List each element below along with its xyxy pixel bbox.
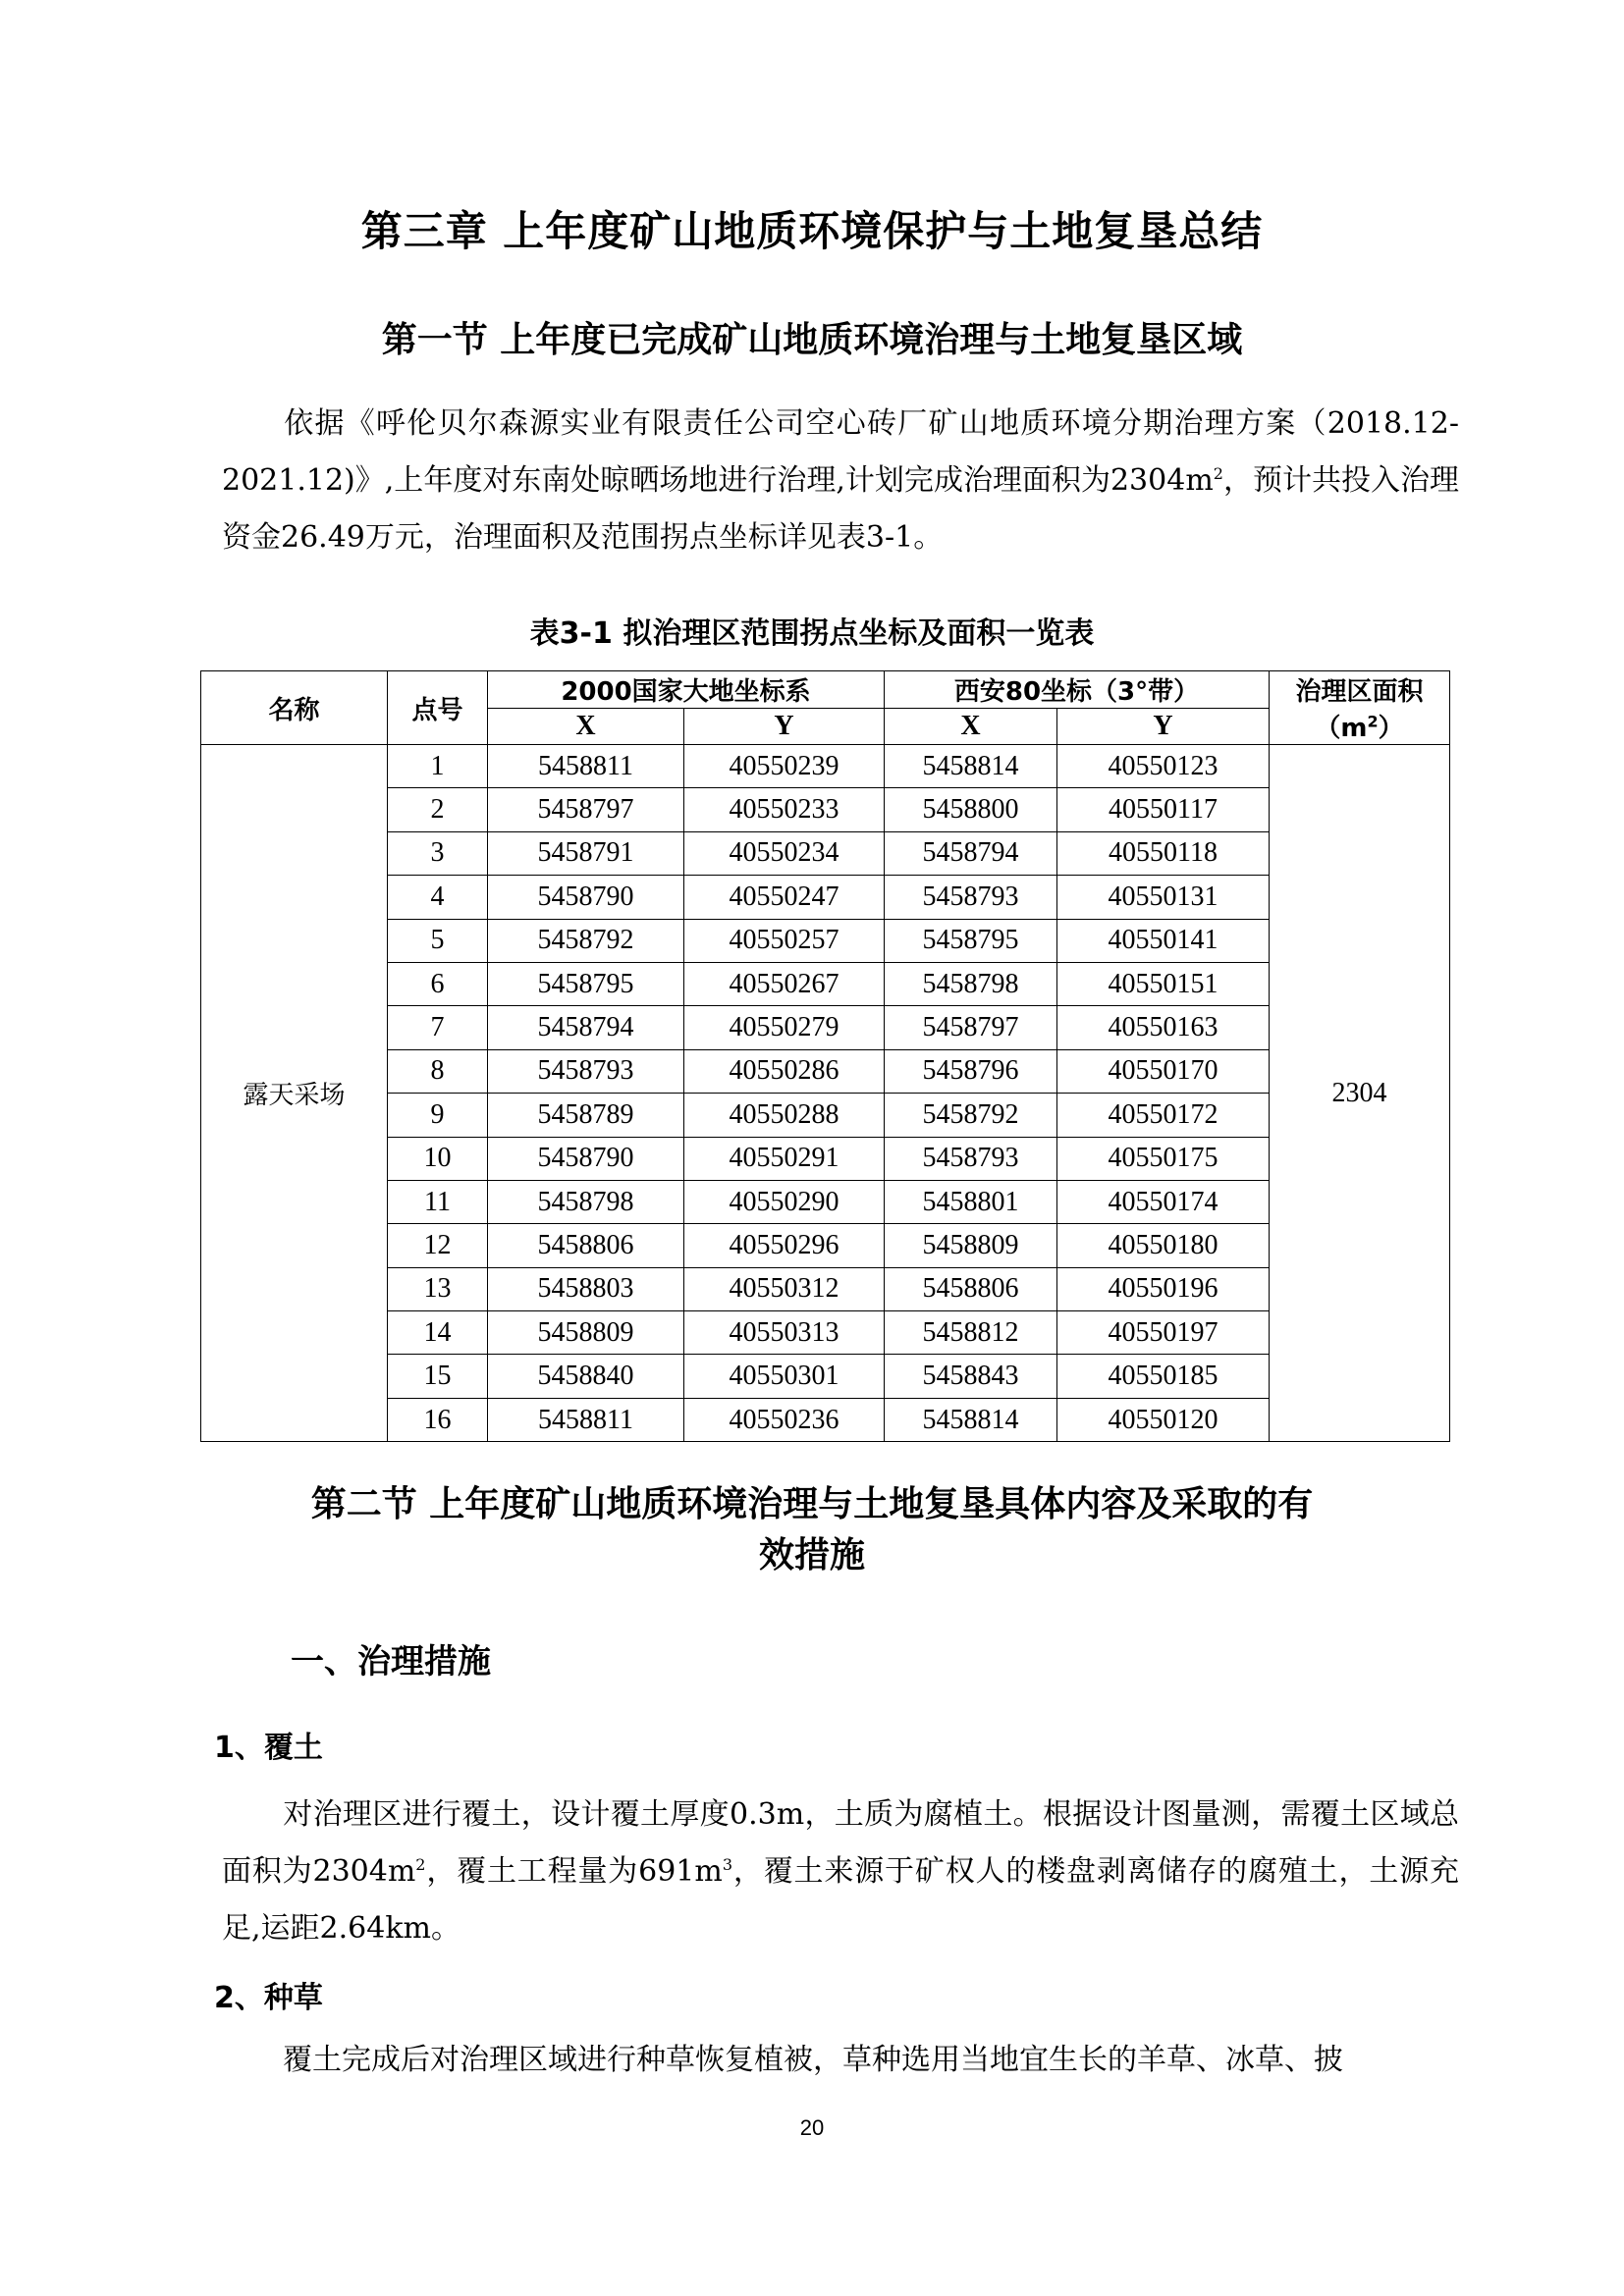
table-row bbox=[201, 1094, 1450, 1137]
y-80-cell: 40550196 bbox=[1057, 1267, 1270, 1310]
header-area-line1: 治理区面积 bbox=[1295, 677, 1424, 707]
y-2000-cell: 40550236 bbox=[684, 1398, 885, 1441]
x-2000-cell: 5458790 bbox=[488, 876, 684, 919]
item-1-sup-a: 2 bbox=[415, 1855, 426, 1874]
y-2000-cell: 40550286 bbox=[684, 1049, 885, 1093]
x-2000-cell: 5458803 bbox=[488, 1267, 684, 1310]
point-number-cell: 14 bbox=[388, 1311, 488, 1355]
y-2000-cell: 40550257 bbox=[684, 919, 885, 962]
y-2000-cell: 40550291 bbox=[684, 1137, 885, 1180]
point-number-cell: 2 bbox=[388, 788, 488, 831]
x-80-cell: 5458797 bbox=[885, 1006, 1057, 1049]
y-80-cell: 40550172 bbox=[1057, 1094, 1270, 1137]
header-area-unit-a: （m bbox=[1315, 714, 1368, 743]
y-2000-cell: 40550233 bbox=[684, 788, 885, 831]
header-area-unit-b: ） bbox=[1378, 714, 1404, 743]
table-row bbox=[201, 831, 1450, 875]
table-row bbox=[201, 919, 1450, 962]
y-2000-cell: 40550234 bbox=[684, 831, 885, 875]
x-80-cell: 5458793 bbox=[885, 1137, 1057, 1180]
x-2000-cell: 5458797 bbox=[488, 788, 684, 831]
y-80-cell: 40550131 bbox=[1057, 876, 1270, 919]
x-80-cell: 5458801 bbox=[885, 1180, 1057, 1223]
point-number-cell: 7 bbox=[388, 1006, 488, 1049]
header-area-line2 bbox=[1270, 708, 1449, 744]
point-number-cell: 10 bbox=[388, 1137, 488, 1180]
point-number-cell: 15 bbox=[388, 1355, 488, 1398]
item-2-heading: 2、种草 bbox=[214, 1981, 323, 2015]
header-x-2000: X bbox=[488, 709, 684, 745]
y-80-cell: 40550117 bbox=[1057, 788, 1270, 831]
point-number-cell: 6 bbox=[388, 962, 488, 1005]
table-row bbox=[201, 1311, 1450, 1355]
y-80-cell: 40550180 bbox=[1057, 1224, 1270, 1267]
table-row bbox=[201, 1224, 1450, 1267]
x-80-cell: 5458814 bbox=[885, 745, 1057, 788]
y-80-cell: 40550185 bbox=[1057, 1355, 1270, 1398]
intro-text-a: 依据《呼伦贝尔森源实业有限责任公司空心砖厂矿山地质环境分期治理方案（2018.12-2021.12)》,上年度对东南处晾晒场地进行治理,计划完成治理面积为2304m bbox=[222, 406, 1459, 498]
area-name-cell: 露天采场 bbox=[201, 745, 388, 1442]
x-80-cell: 5458795 bbox=[885, 919, 1057, 962]
item-1-paragraph bbox=[222, 1787, 1459, 1957]
intro-paragraph bbox=[222, 396, 1459, 566]
intro-text-b: ，预计共投入治理资金26.49万元，治理面积及范围拐点坐标详见表3-1。 bbox=[222, 463, 1459, 555]
x-2000-cell: 5458811 bbox=[488, 1398, 684, 1441]
y-2000-cell: 40550290 bbox=[684, 1180, 885, 1223]
x-80-cell: 5458800 bbox=[885, 788, 1057, 831]
table-row bbox=[201, 1006, 1450, 1049]
header-y-2000: Y bbox=[684, 709, 885, 745]
chapter-title: 第三章 上年度矿山地质环境保护与土地复垦总结 bbox=[360, 207, 1264, 255]
header-x-80: X bbox=[885, 709, 1057, 745]
y-80-cell: 40550118 bbox=[1057, 831, 1270, 875]
item-2-text: 覆土完成后对治理区域进行种草恢复植被，草种选用当地宜生长的羊草、冰草、披 bbox=[283, 2043, 1343, 2077]
x-2000-cell: 5458792 bbox=[488, 919, 684, 962]
table-caption: 表3-1 拟治理区范围拐点坐标及面积一览表 bbox=[529, 616, 1095, 651]
y-2000-cell: 40550313 bbox=[684, 1311, 885, 1355]
x-2000-cell: 5458795 bbox=[488, 962, 684, 1005]
page-number: 20 bbox=[799, 2115, 825, 2140]
x-2000-cell: 5458840 bbox=[488, 1355, 684, 1398]
header-y-80: Y bbox=[1057, 709, 1270, 745]
x-80-cell: 5458798 bbox=[885, 962, 1057, 1005]
y-80-cell: 40550174 bbox=[1057, 1180, 1270, 1223]
point-number-cell: 11 bbox=[388, 1180, 488, 1223]
y-80-cell: 40550170 bbox=[1057, 1049, 1270, 1093]
point-number-cell: 16 bbox=[388, 1398, 488, 1441]
y-2000-cell: 40550296 bbox=[684, 1224, 885, 1267]
header-name: 名称 bbox=[201, 671, 388, 745]
table-row bbox=[201, 1267, 1450, 1310]
y-80-cell: 40550151 bbox=[1057, 962, 1270, 1005]
x-2000-cell: 5458809 bbox=[488, 1311, 684, 1355]
table-row bbox=[201, 876, 1450, 919]
x-80-cell: 5458794 bbox=[885, 831, 1057, 875]
x-80-cell: 5458814 bbox=[885, 1398, 1057, 1441]
x-2000-cell: 5458789 bbox=[488, 1094, 684, 1137]
x-80-cell: 5458796 bbox=[885, 1049, 1057, 1093]
point-number-cell: 3 bbox=[388, 831, 488, 875]
header-xian80: 西安80坐标（3°带） bbox=[885, 671, 1270, 709]
x-80-cell: 5458812 bbox=[885, 1311, 1057, 1355]
y-80-cell: 40550141 bbox=[1057, 919, 1270, 962]
y-2000-cell: 40550288 bbox=[684, 1094, 885, 1137]
item-1-text-a: 对治理区进行覆土，设计覆土厚度0.3m，土质为腐植土。根据设计图量测，需覆土区域总面积为2304m bbox=[222, 1797, 1459, 1889]
y-80-cell: 40550197 bbox=[1057, 1311, 1270, 1355]
table-row bbox=[201, 1180, 1450, 1223]
header-point: 点号 bbox=[388, 671, 488, 745]
y-80-cell: 40550163 bbox=[1057, 1006, 1270, 1049]
x-2000-cell: 5458798 bbox=[488, 1180, 684, 1223]
point-number-cell: 4 bbox=[388, 876, 488, 919]
x-80-cell: 5458809 bbox=[885, 1224, 1057, 1267]
x-2000-cell: 5458790 bbox=[488, 1137, 684, 1180]
table-row bbox=[201, 1355, 1450, 1398]
x-2000-cell: 5458793 bbox=[488, 1049, 684, 1093]
y-80-cell: 40550120 bbox=[1057, 1398, 1270, 1441]
y-2000-cell: 40550301 bbox=[684, 1355, 885, 1398]
section-2-title-line1: 第二节 上年度矿山地质环境治理与土地复垦具体内容及采取的有 bbox=[310, 1484, 1314, 1524]
y-80-cell: 40550175 bbox=[1057, 1137, 1270, 1180]
header-area bbox=[1270, 671, 1450, 745]
point-number-cell: 9 bbox=[388, 1094, 488, 1137]
x-80-cell: 5458792 bbox=[885, 1094, 1057, 1137]
point-number-cell: 12 bbox=[388, 1224, 488, 1267]
x-80-cell: 5458793 bbox=[885, 876, 1057, 919]
item-1-sup-b: 3 bbox=[722, 1855, 733, 1874]
table-row bbox=[201, 1398, 1450, 1441]
table-row bbox=[201, 745, 1450, 788]
header-cgcs2000: 2000国家大地坐标系 bbox=[488, 671, 885, 709]
item-2-paragraph bbox=[222, 2032, 1459, 2089]
header-area-unit-sup: 2 bbox=[1367, 712, 1379, 731]
x-2000-cell: 5458806 bbox=[488, 1224, 684, 1267]
item-1-heading: 1、覆土 bbox=[214, 1731, 323, 1765]
point-number-cell: 8 bbox=[388, 1049, 488, 1093]
y-2000-cell: 40550279 bbox=[684, 1006, 885, 1049]
coordinates-table-body bbox=[201, 745, 1450, 1442]
section-1-title: 第一节 上年度已完成矿山地质环境治理与土地复垦区域 bbox=[381, 320, 1243, 360]
item-1-text-c: ，覆土来源于矿权人的楼盘剥离储存的腐殖土，土源充足,运距2.64km。 bbox=[222, 1854, 1460, 1946]
y-80-cell: 40550123 bbox=[1057, 745, 1270, 788]
section-2-title-line2: 效措施 bbox=[758, 1535, 865, 1575]
point-number-cell: 5 bbox=[388, 919, 488, 962]
x-2000-cell: 5458791 bbox=[488, 831, 684, 875]
y-2000-cell: 40550312 bbox=[684, 1267, 885, 1310]
coordinates-table bbox=[200, 670, 1450, 1442]
x-2000-cell: 5458811 bbox=[488, 745, 684, 788]
point-number-cell: 13 bbox=[388, 1267, 488, 1310]
item-1-text-b: ，覆土工程量为691m bbox=[425, 1854, 723, 1889]
intro-sup-a: 2 bbox=[1213, 464, 1223, 483]
y-2000-cell: 40550267 bbox=[684, 962, 885, 1005]
point-number-cell: 1 bbox=[388, 745, 488, 788]
subsection-heading: 一、治理措施 bbox=[291, 1642, 491, 1682]
y-2000-cell: 40550239 bbox=[684, 745, 885, 788]
y-2000-cell: 40550247 bbox=[684, 876, 885, 919]
x-80-cell: 5458806 bbox=[885, 1267, 1057, 1310]
x-80-cell: 5458843 bbox=[885, 1355, 1057, 1398]
area-value-cell: 2304 bbox=[1270, 745, 1450, 1442]
table-row bbox=[201, 962, 1450, 1005]
table-row bbox=[201, 1049, 1450, 1093]
x-2000-cell: 5458794 bbox=[488, 1006, 684, 1049]
table-row bbox=[201, 788, 1450, 831]
table-row bbox=[201, 1137, 1450, 1180]
